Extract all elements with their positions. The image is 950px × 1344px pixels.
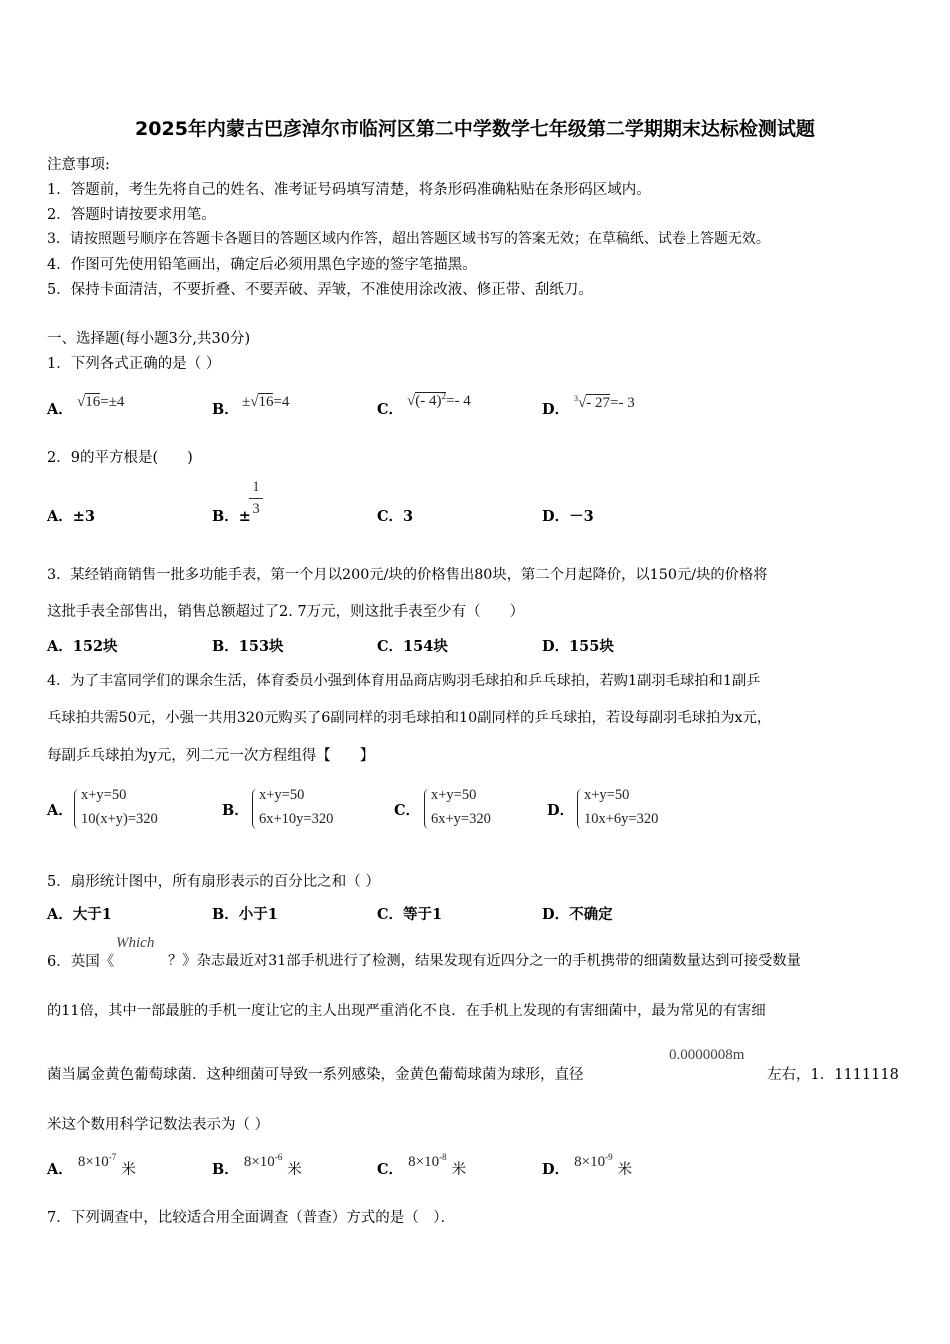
q6-option-b xyxy=(212,1152,302,1179)
option-text: 3 xyxy=(403,508,414,525)
brace xyxy=(577,789,582,829)
option-label: A． xyxy=(47,1161,73,1178)
numerator: 1 xyxy=(252,479,260,495)
equation-1: x+y=50 xyxy=(81,787,127,803)
notice-item: 1．答题前，考生先将自己的姓名、准考证号码填写清楚，将条形码准确粘贴在条形码区域内。 xyxy=(47,182,651,198)
rhs: =±4 xyxy=(100,394,125,410)
unit: 米 xyxy=(451,1162,467,1178)
sqrt-sign: √ xyxy=(407,393,416,409)
option-text: 大于1 xyxy=(72,906,112,923)
q6-stem-line1a: 6．英国《 xyxy=(47,954,115,970)
base: 8×10 xyxy=(408,1154,440,1170)
option-label: D． xyxy=(542,1161,570,1178)
option-label: C． xyxy=(377,906,404,923)
q6-stem-line2: 的11倍，其中一部最脏的手机一度让它的主人出现严重消化不良．在手机上发现的有害细菌中，最为常见的有害细 xyxy=(47,1003,766,1019)
q4-stem-line2: 乓球拍共需50元，小强一共用320元购买了6副同样的羽毛球拍和10副同样的乒乓球拍，若设每副羽毛球拍为x元， xyxy=(47,710,772,726)
q5-option-c xyxy=(377,903,442,924)
denominator: 3 xyxy=(252,501,260,517)
q2-option-d xyxy=(542,505,594,526)
option-text: 154块 xyxy=(403,638,448,655)
root-index: 3 xyxy=(574,394,578,403)
sci-notation xyxy=(244,1154,282,1170)
notice-item: 5．保持卡面清洁，不要折叠、不要弄破、弄皱，不准使用涂改液、修正带、刮纸刀。 xyxy=(47,282,593,298)
equation-1: x+y=50 xyxy=(431,787,477,803)
base: 8×10 xyxy=(243,1154,275,1170)
equation-2: 6x+10y=320 xyxy=(259,811,334,827)
q6-diameter: 0.0000008m xyxy=(669,1047,745,1063)
option-label: D． xyxy=(542,638,570,655)
q1-option-a-label: A． xyxy=(47,401,73,418)
q1-option-b-label: B． xyxy=(212,401,239,418)
q6-option-c xyxy=(377,1152,467,1179)
exponent: -8 xyxy=(439,1152,447,1162)
base: 8×10 xyxy=(77,1154,109,1170)
sci-notation xyxy=(408,1154,446,1170)
radicand: 16 xyxy=(258,394,274,410)
equation-1: x+y=50 xyxy=(584,787,630,803)
q2-stem-text: 2．9的平方根是( ) xyxy=(47,450,193,466)
q1-option-c-label: C． xyxy=(377,401,404,418)
q1-option-d-expr xyxy=(574,394,635,412)
unit: 米 xyxy=(617,1162,633,1178)
q6-stem-line3a: 菌当属金黄色葡萄球菌．这种细菌可导致一系列感染，金黄色葡萄球菌为球形，直径 xyxy=(47,1067,584,1083)
q2-stem xyxy=(47,446,193,467)
q3-option-a xyxy=(47,635,118,656)
q3-option-b xyxy=(212,635,284,656)
option-label: B． xyxy=(212,638,239,655)
equation-2: 10x+6y=320 xyxy=(584,811,659,827)
q4-stem-line3: 每副乒乓球拍为y元，列二元一次方程组得【 】 xyxy=(47,748,375,764)
q1-stem: 1．下列各式正确的是（ ） xyxy=(47,356,221,372)
q6-option-d xyxy=(542,1152,633,1179)
radicand: (- 4) xyxy=(415,393,442,409)
notice-item: 3．请按照题号顺序在答题卡各题目的答题区域内作答，超出答题区域书写的答案无效；在草稿纸、试卷上答题无效。 xyxy=(47,231,770,247)
option-label: A． xyxy=(47,508,73,525)
option-text: 不确定 xyxy=(569,906,613,923)
option-text: ± xyxy=(238,508,251,525)
option-text: 小于1 xyxy=(238,906,278,923)
q4-option-b-label: B． xyxy=(222,802,249,819)
option-text: 等于1 xyxy=(403,906,443,923)
option-label: B． xyxy=(212,1161,239,1178)
notice-item: 4．作图可先使用铅笔画出，确定后必须用黑色字迹的签字笔描黑。 xyxy=(47,257,477,273)
option-label: B． xyxy=(212,508,239,525)
q1-option-a-expr xyxy=(77,394,124,411)
rhs: =4 xyxy=(273,394,290,410)
q4-option-c-label: C． xyxy=(394,802,421,819)
option-label: A． xyxy=(47,638,73,655)
q2-option-b-fraction xyxy=(249,479,263,518)
equation-2: 6x+y=320 xyxy=(431,811,491,827)
q1-option-d-label: D． xyxy=(542,401,570,418)
q5-option-d xyxy=(542,903,613,924)
option-text: －3 xyxy=(569,508,594,525)
q5-option-b xyxy=(212,903,278,924)
q5-stem: 5．扇形统计图中，所有扇形表示的百分比之和（ ） xyxy=(47,874,380,890)
option-label: B． xyxy=(212,906,239,923)
unit: 米 xyxy=(121,1162,136,1178)
q6-option-a xyxy=(47,1152,136,1179)
q3-stem-line1: 3．某经销商销售一批多功能手表，第一个月以200元/块的价格售出80块，第二个月起降价，以150元/块的价格将 xyxy=(47,567,768,583)
exponent: -9 xyxy=(605,1152,613,1162)
exponent: 2 xyxy=(441,391,446,401)
option-label: C． xyxy=(377,1161,404,1178)
q6-stem-line4: 米这个数用科学记数法表示为（ ） xyxy=(47,1117,270,1133)
option-text: 152块 xyxy=(72,638,118,655)
q4-stem-line1: 4．为了丰富同学们的课余生活，体育委员小强到体育用品商店购羽毛球拍和乒乓球拍，若购1副羽毛球拍和1副乒 xyxy=(47,673,761,689)
equation-1: x+y=50 xyxy=(259,787,305,803)
sci-notation xyxy=(574,1154,612,1170)
exponent: -6 xyxy=(274,1152,283,1162)
q3-option-c xyxy=(377,635,448,656)
option-text: 153块 xyxy=(238,638,284,655)
q5-option-a xyxy=(47,903,112,924)
radicand: - 27 xyxy=(586,395,610,411)
q6-stem-line3b: 左右，1．1111118 xyxy=(767,1067,899,1083)
brace xyxy=(252,789,257,829)
sci-notation xyxy=(78,1154,116,1170)
q6-magazine-name: Which xyxy=(116,935,155,951)
q3-option-d xyxy=(542,635,614,656)
base: 8×10 xyxy=(574,1154,606,1170)
option-text: ±3 xyxy=(72,508,96,525)
rhs: =- 4 xyxy=(445,393,471,409)
q1-option-c-expr xyxy=(407,391,471,410)
rhs: =- 3 xyxy=(609,395,635,411)
option-label: C． xyxy=(377,638,404,655)
notice-heading: 注意事项: xyxy=(47,157,110,173)
sqrt-sign: √ xyxy=(250,394,259,410)
brace xyxy=(424,789,429,829)
option-label: A． xyxy=(47,906,73,923)
brace xyxy=(74,789,79,829)
q2-option-b xyxy=(212,505,251,526)
page-title: 2025年内蒙古巴彦淖尔市临河区第二中学数学七年级第二学期期末达标检测试题 xyxy=(135,118,815,140)
sqrt-sign: √ xyxy=(77,394,86,410)
q1-option-b-expr xyxy=(242,394,289,411)
q6-stem-line1b: ？》杂志最近对31部手机进行了检测，结果发现有近四分之一的手机携带的细菌数量达到可接受数量 xyxy=(168,953,801,969)
q4-option-a-label: A． xyxy=(47,802,73,819)
unit: 米 xyxy=(287,1162,302,1178)
equation-2: 10(x+y)=320 xyxy=(81,811,158,827)
option-text: 155块 xyxy=(569,638,614,655)
exponent: -7 xyxy=(108,1152,117,1162)
radicand: 16 xyxy=(85,394,101,410)
q2-option-c xyxy=(377,505,413,526)
pm-sign: ± xyxy=(242,394,251,410)
q3-stem-line2: 这批手表全部售出，销售总额超过了2. 7万元，则这批手表至少有（ ） xyxy=(47,604,525,620)
sqrt-sign: √ xyxy=(578,395,587,411)
option-label: C． xyxy=(377,508,404,525)
notice-item: 2．答题时请按要求用笔。 xyxy=(47,207,216,223)
section-heading: 一、选择题(每小题3分,共30分) xyxy=(47,331,251,347)
q7-stem: 7．下列调查中，比较适合用全面调查（普查）方式的是（ ）． xyxy=(47,1210,455,1226)
option-label: D． xyxy=(542,906,570,923)
option-label: D． xyxy=(542,508,570,525)
q2-option-a xyxy=(47,505,95,526)
q4-option-d-label: D． xyxy=(547,802,575,819)
